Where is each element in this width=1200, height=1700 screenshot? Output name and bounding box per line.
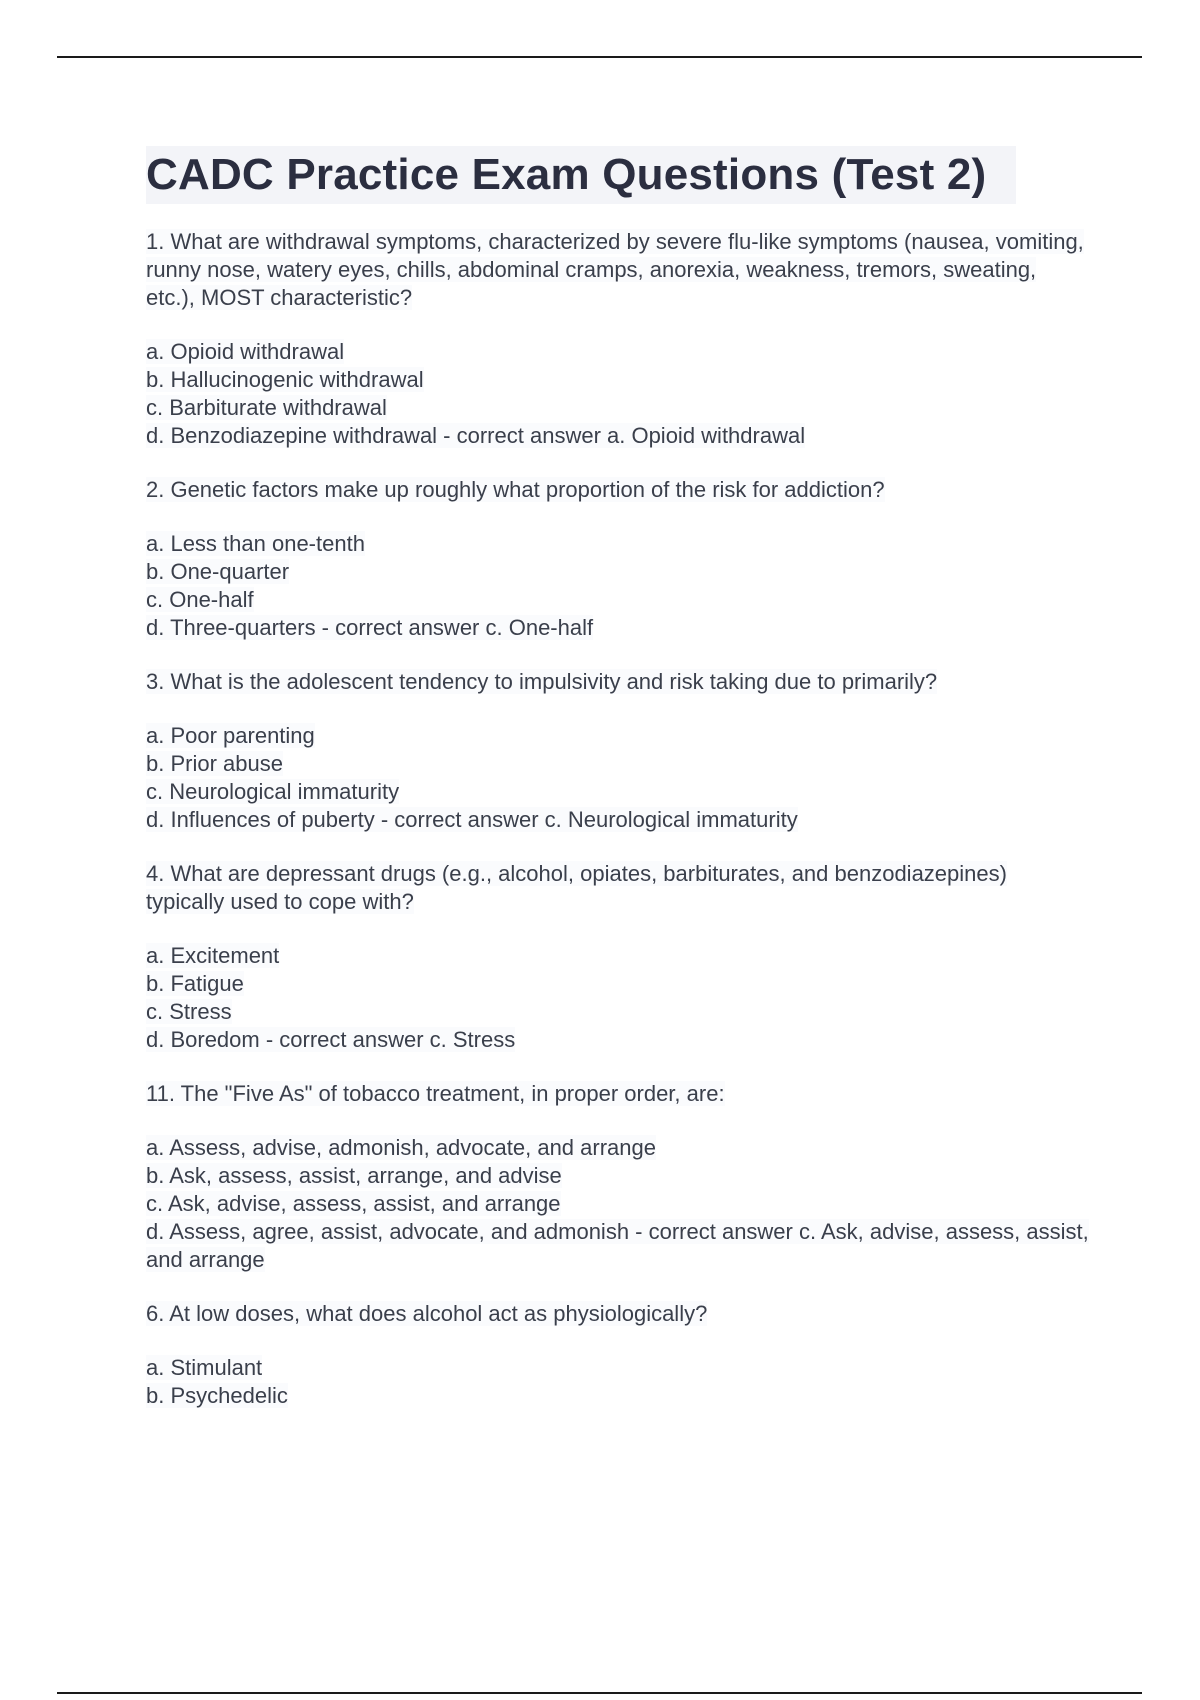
- option-b: b. Hallucinogenic withdrawal: [146, 367, 424, 392]
- option-c: c. Barbiturate withdrawal: [146, 395, 387, 420]
- bottom-rule: [57, 1692, 1142, 1694]
- question-text: 3. What is the adolescent tendency to impulsivity and risk taking due to primarily?: [146, 669, 938, 694]
- question-6: [146, 1300, 1090, 1410]
- option-list: [146, 530, 1090, 642]
- option-d-with-answer: d. Benzodiazepine withdrawal - correct answer a. Opioid withdrawal: [146, 423, 806, 448]
- option-d-with-answer: d. Three-quarters - correct answer c. One-half: [146, 615, 594, 640]
- option-a: a. Less than one-tenth: [146, 531, 365, 556]
- option-b: b. Prior abuse: [146, 751, 283, 776]
- option-d-with-answer: d. Boredom - correct answer c. Stress: [146, 1027, 516, 1052]
- document-body: [146, 146, 1090, 1436]
- option-a: a. Assess, advise, admonish, advocate, and arrange: [146, 1135, 656, 1160]
- question-text: 6. At low doses, what does alcohol act as physiologically?: [146, 1301, 708, 1326]
- question-2: [146, 476, 1090, 642]
- question-4: [146, 860, 1090, 1054]
- option-list: [146, 338, 1090, 450]
- question-text: 2. Genetic factors make up roughly what proportion of the risk for addiction?: [146, 477, 885, 502]
- option-b: b. Fatigue: [146, 971, 244, 996]
- option-c: c. Stress: [146, 999, 232, 1024]
- option-list: [146, 1134, 1090, 1274]
- option-d-with-answer: d. Influences of puberty - correct answer c. Neurological immaturity: [146, 807, 798, 832]
- option-list: [146, 1354, 1090, 1410]
- top-rule: [57, 56, 1142, 58]
- question-11: [146, 1080, 1090, 1274]
- question-1: [146, 228, 1090, 450]
- option-c: c. One-half: [146, 587, 254, 612]
- question-text: 4. What are depressant drugs (e.g., alcohol, opiates, barbiturates, and benzodiazepines) typically used to cope with?: [146, 861, 1007, 914]
- option-a: a. Stimulant: [146, 1355, 263, 1380]
- question-3: [146, 668, 1090, 834]
- option-d-with-answer: d. Assess, agree, assist, advocate, and admonish - correct answer c. Ask, advise, assess, assist, and arrange: [146, 1219, 1089, 1272]
- option-a: a. Opioid withdrawal: [146, 339, 345, 364]
- option-b: b. Psychedelic: [146, 1383, 288, 1408]
- option-a: a. Excitement: [146, 943, 280, 968]
- question-text: 11. The "Five As" of tobacco treatment, in proper order, are:: [146, 1081, 725, 1106]
- option-b: b. Ask, assess, assist, arrange, and advise: [146, 1163, 562, 1188]
- option-b: b. One-quarter: [146, 559, 290, 584]
- page-title: CADC Practice Exam Questions (Test 2): [146, 146, 1016, 204]
- option-a: a. Poor parenting: [146, 723, 315, 748]
- question-text: 1. What are withdrawal symptoms, characterized by severe flu-like symptoms (nausea, vomiting, runny nose, watery eyes, chills, abdominal cramps, anorexia, weakness, tremors, sweating, etc.), MOST characteristic?: [146, 229, 1084, 310]
- option-c: c. Ask, advise, assess, assist, and arrange: [146, 1191, 561, 1216]
- option-list: [146, 942, 1090, 1054]
- option-c: c. Neurological immaturity: [146, 779, 400, 804]
- option-list: [146, 722, 1090, 834]
